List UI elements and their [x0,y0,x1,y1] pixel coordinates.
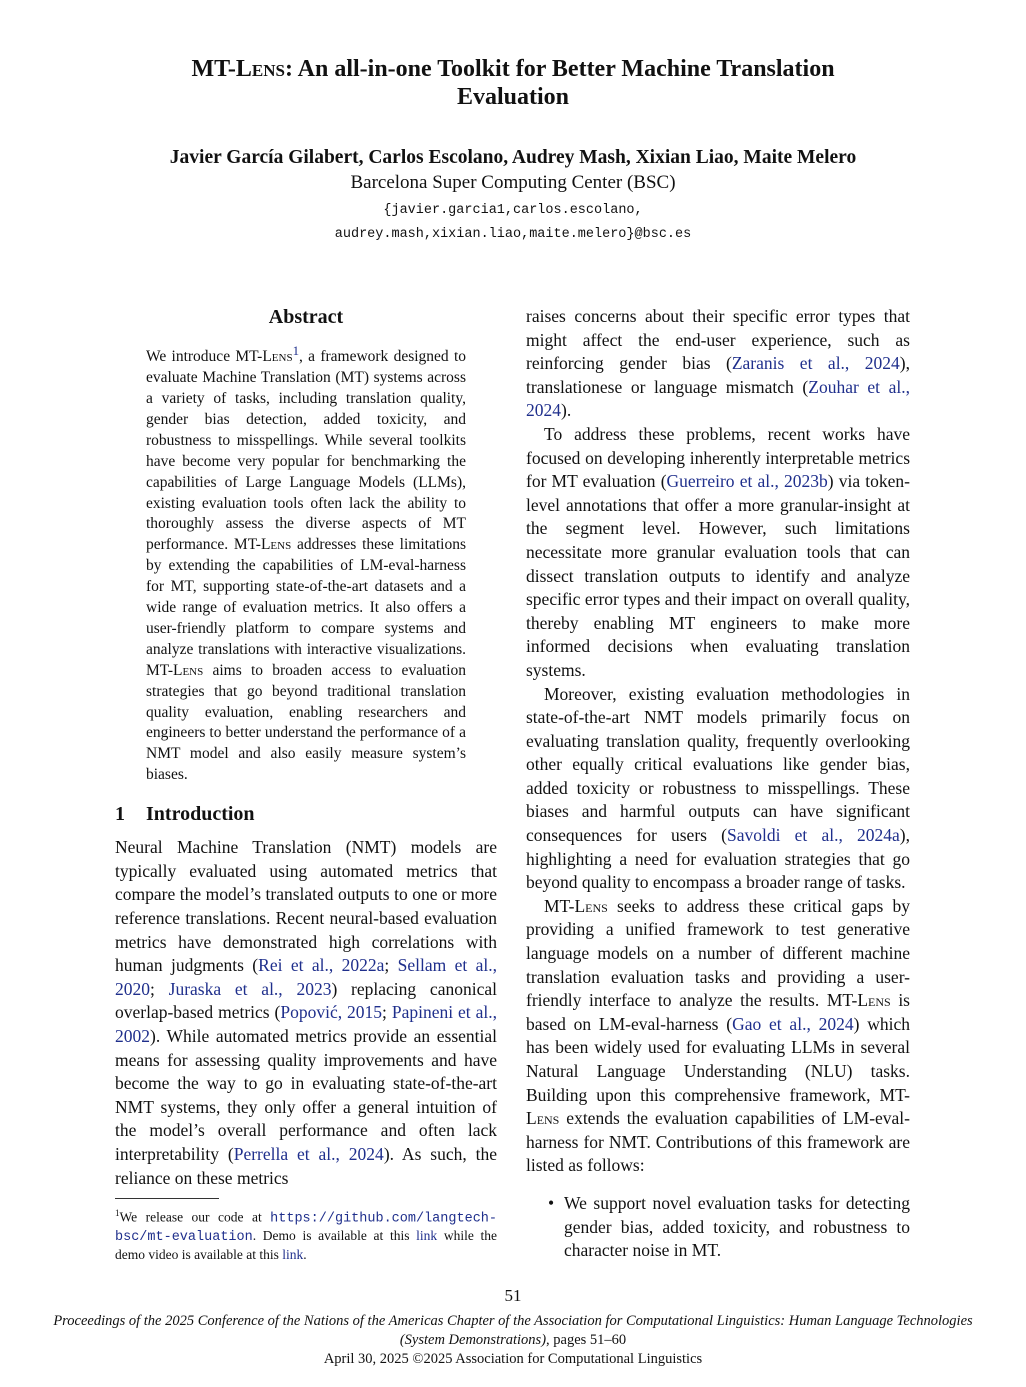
citation-link[interactable]: Sellam et al., 2020 [115,955,497,999]
footnote: $^1$We release our code at https://github.com/langtech-bsc/mt-evaluation. Demo is available at this link while the demo video is available at this link. [115,1208,497,1263]
demo-video-link[interactable]: link [282,1247,304,1263]
affiliation: Barcelona Super Computing Center (BSC) [350,172,676,193]
citation-link[interactable]: Perrella et al., 2024 [233,1143,384,1164]
venue-line-1: Proceedings of the 2025 Conference of the Nations of the Americas Chapter of the Association for Computational Linguistics: Human Language Technologies [53,1313,973,1329]
citation-link[interactable]: Guerreiro et al., 2023b [666,471,828,492]
footnote-marker[interactable]: 1 [292,343,300,358]
venue-footer [0,1312,1026,1369]
contribution-list [526,1192,910,1263]
citation-link[interactable]: Juraska et al., 2023 [168,978,332,999]
list-item: • We support novel evaluation tasks for detecting gender bias, added toxicity, and robustness to character noise in MT. [548,1192,910,1261]
citation-link[interactable]: Savoldi et al., 2024a [726,825,900,846]
footnote-rule [115,1198,219,1199]
email-line-2: audrey.mash,xixian.liao,maite.melero}@bsc.es [334,227,692,242]
citation-link[interactable]: Papineni et al., 2002 [115,1002,497,1046]
paragraph: MT-Lens seeks to address these critical gaps by providing a unified framework to test generative language models on a number of different machine translation evaluation tasks and providing a user-friendly interface to analyze the results. MT-Lens is based on LM-eval-harness (Gao et al., 2024) which has been widely used for evaluating LLMs in several Natural Language Understanding (NLU) tasks. Building upon this comprehensive framework, MT-Lens extends the evaluation capabilities of LM-eval-harness for NMT. Contributions of this framework are listed as follows: [526,895,910,1176]
intro-paragraph: Neural Machine Translation (NMT) models are typically evaluated using automated metrics that compare the model’s translated outputs to one or more reference translations. Recent neural-based evaluation metrics have demonstrated high correlations with human judgments (Rei et al., 2022a; Sellam et al., 2020; Juraska et al., 2023) replacing canonical overlap-based metrics (Popović, 2015; Papineni et al., 2002). While automated metrics provide an essential means for assessing quality improvements and have become the way to go in evaluating state-of-the-art NMT systems, they only offer a general intuition of the model’s overall performance and often lack interpretability (Perrella et al., 2024). As such, the reliance on these metrics [115,837,497,1188]
paragraph: To address these problems, recent works have focused on developing inherently interpretable metrics for MT evaluation (Guerreiro et al., 2023b) via token-level annotations that offer a more granular-insight at the segment level. However, such limitations necessitate more granular evaluation tools that can dissect translation outputs to identify and analyze specific error types and their impact on overall quality, thereby enabling MT engineers to make more informed decisions when evaluating translation systems. [526,423,911,680]
title-line-1: MT-Lens: An all-in-one Toolkit for Better Machine Translation [191,56,835,82]
paragraph: raises concerns about their specific error types that might affect the end-user experience, such as reinforcing gender bias (Zaranis et al., 2024), translationese or language mismatch (Zouhar et al., 2024). [526,306,910,421]
author-list: Javier García Gilabert, Carlos Escolano, Audrey Mash, Xixian Liao, Maite Melero [169,147,857,168]
bullet-icon: • [548,1192,555,1213]
abstract-text: We introduce MT-Lens$^1$, a framework designed to evaluate Machine Translation (MT) systems across a variety of tasks, including translation quality, gender bias detection, added toxicity, and robustness to misspellings. While several toolkits have become very popular for benchmarking the capabilities of Large Language Models (LLMs), existing evaluation tools often lack the ability to thoroughly assess the diverse aspects of MT performance. MT-Lens addresses these limitations by extending the capabilities of LM-eval-harness for MT, supporting state-of-the-art datasets and a wide range of evaluation metrics. It also offers a user-friendly platform to compare systems and analyze translations with interactive visualizations. MT-Lens aims to broaden access to evaluation strategies that go beyond traditional translation quality evaluation, enabling researchers and engineers to better understand the performance of a NMT model and also easily measure system’s biases. [146,343,466,784]
right-column [526,305,910,1263]
citation-link[interactable]: Zaranis et al., 2024 [731,353,900,374]
citation-link[interactable]: Popović, 2015 [280,1002,383,1023]
citation-link[interactable]: Gao et al., 2024 [732,1013,854,1034]
repository-url-link[interactable]: https://github.com/langtech-bsc/mt-evaluation [115,1211,497,1246]
left-column [115,305,497,1264]
citation-link[interactable]: Rei et al., 2022a [258,955,385,976]
paper-title [0,55,1026,111]
demo-link[interactable]: link [416,1228,438,1244]
page-number: 51 [504,1286,522,1305]
email-line-1: {javier.garcia1,carlos.escolano, [383,203,643,218]
abstract-heading: Abstract [268,306,344,328]
venue-line-3: April 30, 2025 ©2025 Association for Computational Linguistics [323,1351,703,1367]
title-line-2: Evaluation [456,84,570,110]
author-emails [0,199,1026,247]
section-heading-introduction: 1 Introduction [115,803,255,826]
citation-link[interactable]: Zouhar et al., 2024 [526,376,910,421]
paragraph: Moreover, existing evaluation methodologies in state-of-the-art NMT models primarily focus on evaluating translation quality, frequently overlooking other equally critical evaluations like gender bias, added toxicity or robustness to misspellings. These biases and harmful outputs can have significant consequences for users (Savoldi et al., 2024a), highlighting a need for evaluation strategies that go beyond quality to encompass a broader range of tasks. [526,683,910,893]
venue-line-2: (System Demonstrations), pages 51–60 [399,1332,627,1348]
